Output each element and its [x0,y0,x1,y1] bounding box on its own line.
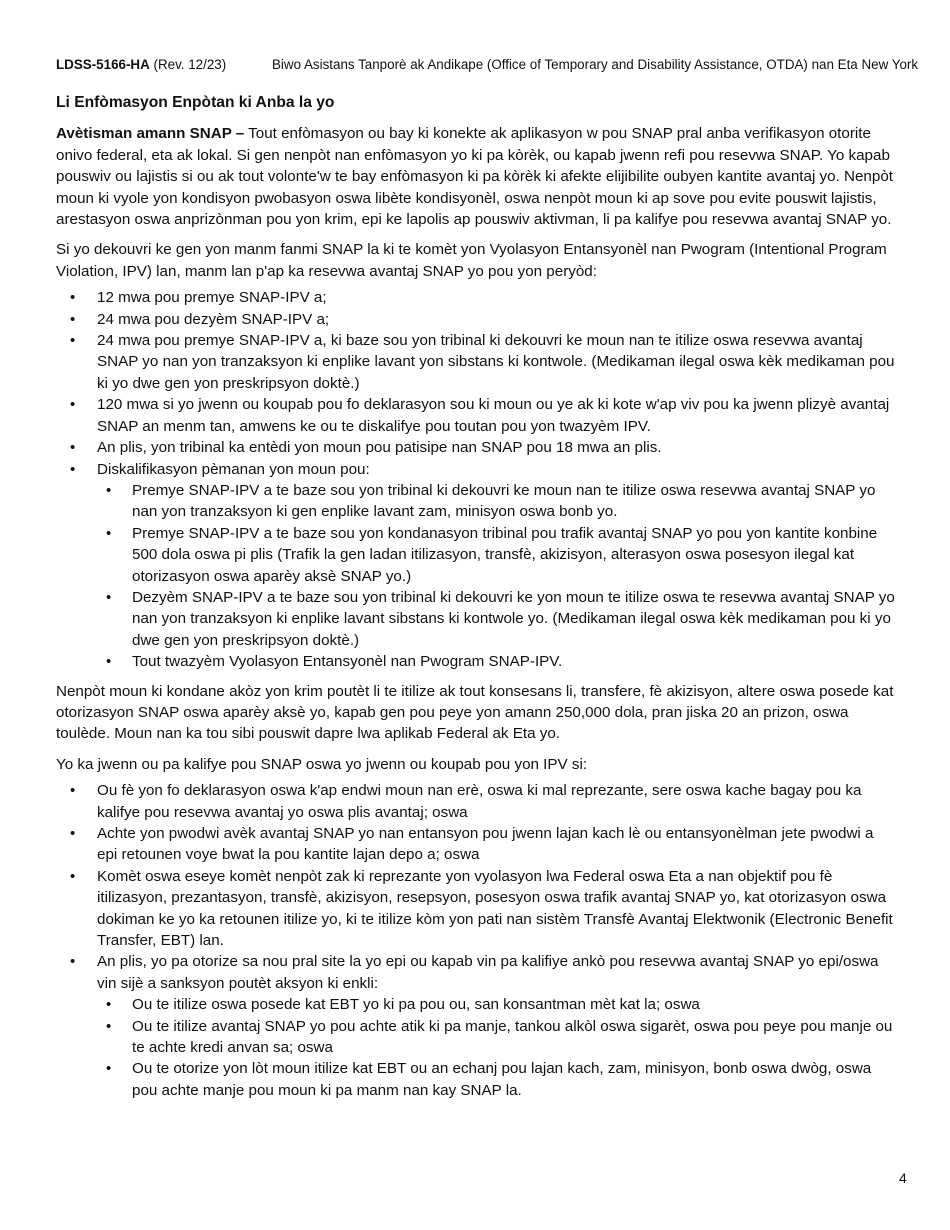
ipv-intro: Si yo dekouvri ke gen yon manm fanmi SNAP la ki te komèt yon Vyolasyon Entansyonèl nan Pwogram (Intentional Program Violation, IPV) lan, manm lan p'ap ka resevwa avantaj SNAP yo pou yon peryòd: [56,241,887,280]
conviction-paragraph: Nenpòt moun ki kondane akòz yon krim poutèt li te itilize ak tout konsesans li, transfere, fè akizisyon, altere oswa posede kat otorizasyon SNAP oswa aparèy aksè yo, kapab gen pou peye yon amann 250,000 dola, pran jiska 20 an prizon, oswa toulède. Moun nan ka tou sibi pouswit dapre lwa aplikab Federal ak Eta yo. [56,682,894,743]
page-header [56,57,919,72]
list-item: • Ou te itilize avantaj SNAP yo pou achte atik ki pa manje, tankou alkòl oswa sigarèt, oswa pou peye pou manje ou te achte kredi anvan sa; oswa [132,1016,896,1059]
section-title: Li Enfòmasyon Enpòtan ki Anba la yo [56,94,335,111]
agency-name: Biwo Asistans Tanporè ak Andikape (Office of Temporary and Disability Assistance, OTDA) nan Eta New York [272,57,919,72]
list-item: • Achte yon pwodwi avèk avantaj SNAP yo nan entansyon pou jwenn lajan kach lè ou entansyonèlman jete pwodwi a epi retounen voye bwat la pou kantite lajan depo a; oswa [97,823,896,866]
list-item: • Komèt oswa eseye komèt nenpòt zak ki reprezante yon vyolasyon lwa Federal oswa Eta a nan objektif pou fè itilizasyon, prezantasyon, transfè, akizisyon, resepsyon, posesyon oswa trafik avantaj SNAP yo, kat otorizasyon oswa dokiman ke yo ka retounen itilize yo, ki te itilize kòm yon pati nan sistèm Transfè Avantaj Elektwonik (Electronic Benefit Transfer, EBT) lan. [97,866,896,952]
list-item: • Tout twazyèm Vyolasyon Entansyonèl nan Pwogram SNAP-IPV. [132,651,896,672]
list-item: • 24 mwa pou dezyèm SNAP-IPV a; [97,309,896,330]
list-item: • Dezyèm SNAP-IPV a te baze sou yon tribinal ki dekouvri ke yon moun te itilize oswa te resevwa avantaj SNAP yo nan yon tranzaksyon ki enplike lavant sibstans ki kontwole yo. (Medikaman ilegal oswa kèk medikaman pou ki yo dwe gen yon preskripsyon doktè.) [132,587,896,651]
ineligible-list [56,780,896,1101]
list-item: • 120 mwa si yo jwenn ou koupab pou fo deklarasyon sou ki moun ou ye ak ki kote w'ap viv pou ka jwenn plizyè avantaj SNAP an menm tan, amwens ke ou te diskalifye pou toutan pou yon twazyèm IPV. [97,394,896,437]
prohibited-actions-list [97,994,896,1101]
list-item: • 12 mwa pou premye SNAP-IPV a; [97,287,896,308]
form-revision: (Rev. 12/23) [149,57,227,72]
list-item: • Ou te itilize oswa posede kat EBT yo ki pa pou ou, san konsantman mèt kat la; oswa [132,994,896,1015]
list-item: • Ou te otorize yon lòt moun itilize kat EBT ou an echanj pou lajan kach, zam, minisyon, bonb oswa dwòg, oswa pou achte manje pou moun ki pa manm nan kay SNAP la. [132,1058,896,1101]
document-body [56,92,896,1109]
snap-warning-text: Tout enfòmasyon ou bay ki konekte ak aplikasyon w pou SNAP pral anba verifikasyon otorite onivo federal, eta ak lokal. Si gen nenpòt nan enfòmasyon yo ki pa kòrèk, ou kapab jwenn refi pou resevwa SNAP. Yo kapab pouswiv ou lajistis si ou ak tout volonte'w te bay enfòmasyon ki pa kòrèk ki afekte elijibilite oubyen kantite avantaj yo. Nenpòt moun ki vyole yon kondisyon pwobasyon oswa libète kondisyonèl, oswa nenpòt moun ki ap sove pou evite pouswit lajistis, arestasyon oswa anprizònman pou yon krim, epi ke lapolis ap pouswiv aktivman, li pa kalifye pou resevwa avantaj SNAP yo. [56,125,893,229]
list-item [97,951,896,1101]
list-item: • Premye SNAP-IPV a te baze sou yon kondanasyon tribinal pou trafik avantaj SNAP yo pou yon kantite konbine 500 dola oswa pi plis (Trafik la gen ladan itilizasyon, transfè, akizisyon, alterasyon oswa posesyon ilegal kat otorizasyon oswa aparèy aksè SNAP yo.) [132,523,896,587]
list-item: • An plis, yon tribinal ka entèdi yon moun pou patisipe nan SNAP pou 18 mwa an plis. [97,437,896,458]
list-item [97,459,896,673]
permanent-disqualification-list [97,480,896,673]
ineligible-intro: Yo ka jwenn ou pa kalifye pou SNAP oswa yo jwenn ou koupab pou yon IPV si: [56,755,588,773]
snap-warning-paragraph [56,123,896,230]
list-item: • Ou fè yon fo deklarasyon oswa k'ap endwi moun nan erè, oswa ki mal reprezante, sere oswa kache bagay pou ka kalifye pou resevwa avantaj yo oswa plis avantaj; oswa [97,780,896,823]
ipv-penalty-list [56,287,896,672]
form-id: LDSS-5166-HA [56,57,150,72]
list-item-text: An plis, yo pa otorize sa nou pral site la yo epi ou kapab vin pa kalifiye ankò pou resevwa avantaj SNAP yo epi/oswa vin sijè a sanksyon poutèt aksyon ki enkli: [97,953,879,992]
list-item: • 24 mwa pou premye SNAP-IPV a, ki baze sou yon tribinal ki dekouvri ke moun nan te itilize oswa resevwa avantaj SNAP yo nan yon tranzaksyon ki enplike lavant yon sibstans ki kontwole. (Medikaman ilegal oswa kèk medikaman pou ki yo dwe gen yon preskripsyon doktè.) [97,330,896,394]
list-item: • Premye SNAP-IPV a te baze sou yon tribinal ki dekouvri ke moun nan te itilize oswa resevwa avantaj SNAP yo nan yon tranzaksyon ki gen enplike lavant zam, minisyon oswa bonb yo. [132,480,896,523]
page-number: 4 [899,1170,907,1186]
snap-warning-lead: Avètisman amann SNAP – [56,125,245,143]
list-item-text: Diskalifikasyon pèmanan yon moun pou: [97,460,370,478]
